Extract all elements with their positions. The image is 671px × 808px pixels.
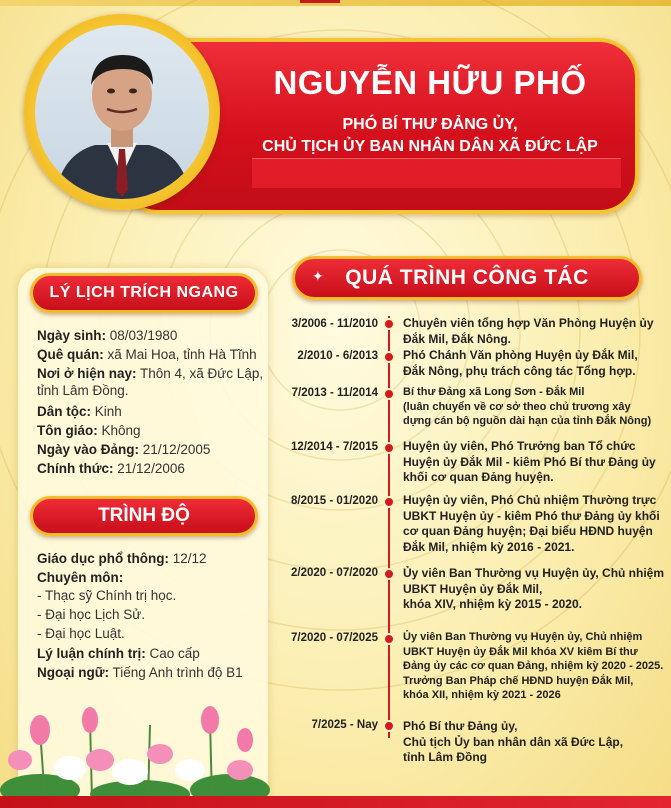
timeline-entry: Ủy viên Ban Thường vụ Huyện ủy, Chủ nhiệm UBKT Huyện ủy Đắk Mil khóa XV kiêm Bí thư Đảng ủy các cơ quan Đảng, nhiệm kỳ 2020 - 2025. Trưởng Ban Pháp chế HĐND huyện Đắk Mil, khóa XII, nhiệm kỳ 2021 - 2026 <box>403 631 664 701</box>
lotus-flowers-decoration <box>0 690 270 808</box>
language-row: Ngoại ngữ: Tiếng Anh trình độ B1 <box>37 665 243 680</box>
timeline-date: 3/2006 - 11/2010 <box>291 318 378 330</box>
timeline-dot <box>383 568 395 580</box>
timeline-date: 2/2020 - 07/2020 <box>291 567 378 579</box>
timeline-date: 8/2015 - 01/2020 <box>291 495 378 507</box>
timeline-dot <box>383 633 395 645</box>
timeline-date: 12/2014 - 7/2015 <box>291 441 378 453</box>
religion-row: Tôn giáo: Không <box>37 423 141 438</box>
timeline-dot <box>383 318 395 330</box>
major-item: - Đại học Lịch Sử. <box>37 607 146 622</box>
timeline-dot <box>383 388 395 400</box>
residence-row: Nơi ở hiện nay: Thôn 4, xã Đức Lập, tỉnh Lâm Đồng. <box>37 366 264 398</box>
education-heading: TRÌNH ĐỘ <box>30 496 258 536</box>
major-item: - Đại học Luật. <box>37 626 125 641</box>
major-label: Chuyên môn: <box>37 570 124 585</box>
timeline-date: 2/2010 - 6/2013 <box>297 350 378 362</box>
birth-row: Ngày sinh: 08/03/1980 <box>37 328 178 343</box>
timeline-line <box>388 316 390 738</box>
timeline-entry: Phó Chánh Văn phòng Huyện ủy Đắk Mil, Đắk Nông, phụ trách công tác Tổng hợp. <box>403 348 638 378</box>
timeline-dot <box>383 351 395 363</box>
party-join-row: Ngày vào Đảng: 21/12/2005 <box>37 442 211 457</box>
general-education-row: Giáo dục phổ thông: 12/12 <box>37 551 207 566</box>
person-name: NGUYỄN HỮU PHỐ <box>273 64 587 101</box>
major-item: - Thạc sỹ Chính trị học. <box>37 588 177 603</box>
career-heading: QUÁ TRÌNH CÔNG TÁC <box>292 256 642 300</box>
timeline-entry: Huyện ủy viên, Phó Chủ nhiệm Thường trực UBKT Huyện ủy - kiêm Phó thư Đảng ủy khối cơ quan Đảng huyện; Đại biểu HĐND huyện Đắk Mil, nhiệm kỳ 2016 - 2021. <box>403 493 660 554</box>
bio-heading: LÝ LỊCH TRÍCH NGANG <box>30 273 258 313</box>
role-line-1: PHÓ BÍ THƯ ĐẢNG ỦY, <box>342 116 518 133</box>
portrait-photo <box>35 25 209 199</box>
timeline-date: 7/2020 - 07/2025 <box>291 632 378 644</box>
timeline-date: 7/2025 - Nay <box>311 719 378 731</box>
timeline-entry: Huyện ủy viên, Phó Trưởng ban Tổ chức Huyện ủy Đắk Mil - kiêm Phó Bí thư Đảng ủy khối cơ quan Đảng huyện. <box>403 439 656 484</box>
timeline-dot <box>383 720 395 732</box>
timeline-entry: Phó Bí thư Đảng ủy, Chủ tịch Ủy ban nhân dân xã Đức Lập, tỉnh Lâm Đồng <box>403 719 624 764</box>
timeline-entry: Bí thư Đảng xã Long Sơn - Đắk Mil (luân chuyển về cơ sở theo chủ trương xây dựng cán bộ nguồn dài hạn của tỉnh Đắk Nông) <box>403 386 652 427</box>
official-row: Chính thức: 21/12/2006 <box>37 461 185 476</box>
role-line-2: CHỦ TỊCH ỦY BAN NHÂN DÂN XÃ ĐỨC LẬP <box>262 138 598 155</box>
politics-row: Lý luận chính trị: Cao cấp <box>37 646 200 661</box>
hometown-row: Quê quán: xã Mai Hoa, tỉnh Hà Tĩnh <box>37 347 257 362</box>
timeline-entry: Chuyên viên tổng hợp Văn Phòng Huyện ủy Đắk Mil, Đắk Nông. <box>403 316 654 346</box>
sparkle-icon: ✦ <box>312 268 324 284</box>
bottom-decorative-strip <box>0 796 671 808</box>
timeline-dot <box>383 442 395 454</box>
timeline-dot <box>383 496 395 508</box>
timeline-date: 7/2013 - 11/2014 <box>291 387 378 399</box>
ethnic-row: Dân tộc: Kinh <box>37 404 122 419</box>
timeline-entry: Ủy viên Ban Thường vụ Huyện ủy, Chủ nhiệm UBKT Huyện ủy Đắk Mil, khóa XIV, nhiệm kỳ 2015 - 2020. <box>403 566 665 611</box>
